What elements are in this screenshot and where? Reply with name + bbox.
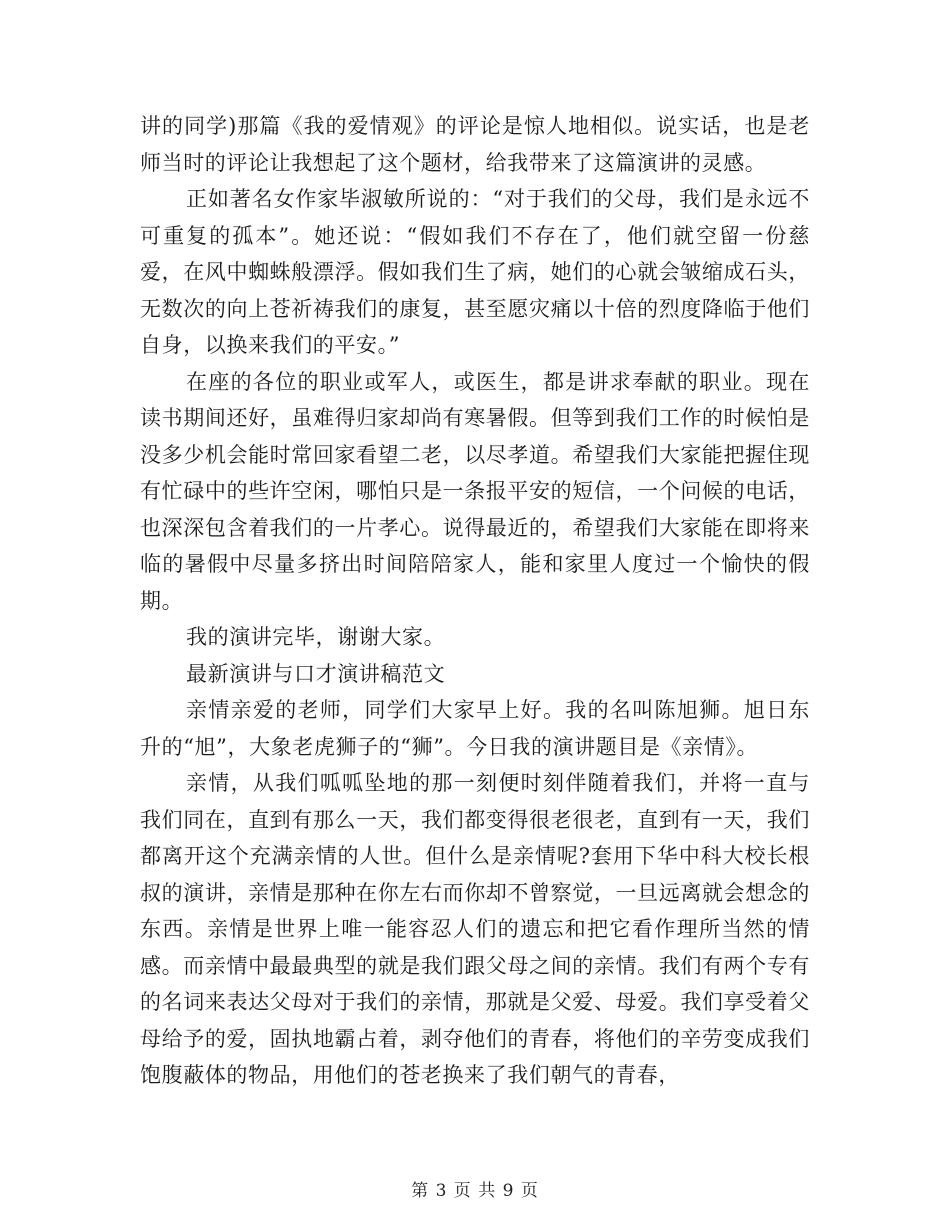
paragraph-3: 在座的各位的职业或军人，或医生，都是讲求奉献的职业。现在读书期间还好，虽难得归家却尚有寒暑假。但等到我们工作的时候怕是没多少机会能时常回家看望二老，以尽孝道。希望我们大家能把握住现有忙碌中的些许空闲，哪怕只是一条报平安的短信，一个问候的电话，也深深包含着我们的一片孝心。说得最近的，希望我们大家能在即将来临的暑假中尽量多挤出时间陪陪家人，能和家里人度过一个愉快的假期。 — [140, 369, 810, 613]
paragraph-2: 正如著名女作家毕淑敏所说的：“对于我们的父母，我们是永远不可重复的孤本”。她还说：“假如我们不存在了，他们就空留一份慈爱，在风中蜘蛛般漂浮。假如我们生了病，她们的心就会皱缩成石头，无数次的向上苍祈祷我们的康复，甚至愿灾痛以十倍的烈度降临于他们自身，以换来我们的平安。” — [140, 187, 810, 357]
paragraph-4: 我的演讲完毕，谢谢大家。 — [186, 625, 446, 649]
paragraph-7: 亲情，从我们呱呱坠地的那一刻便时刻伴随着我们，并将一直与我们同在，直到有那么一天，我们都变得很老很老，直到有一天，我们都离开这个充满亲情的人世。但什么是亲情呢?套用下华中科大校长根叔的演讲，亲情是那种在你左右而你却不曾察觉，一旦远离就会想念的东西。亲情是世界上唯一能容忍人们的遗忘和把它看作理所当然的情感。而亲情中最最典型的就是我们跟父母之间的亲情。我们有两个专有的名词来表达父母对于我们的亲情，那就是父爱、母爱。我们享受着父母给予的爱，固执地霸占着，剥夺他们的青春，将他们的辛劳变成我们饱腹蔽体的物品，用他们的苍老换来了我们朝气的青春， — [140, 771, 810, 1087]
section-title: 最新演讲与口才演讲稿范文 — [186, 661, 446, 686]
paragraph-1: 讲的同学)那篇《我的爱情观》的评论是惊人地相似。说实话，也是老师当时的评论让我想起了这个题材，给我带来了这篇演讲的灵感。 — [140, 114, 810, 175]
document-body — [140, 108, 810, 1094]
paragraph-6: 亲情亲爱的老师，同学们大家早上好。我的名叫陈旭狮。旭日东升的“旭”，大象老虎狮子的“狮”。今日我的演讲题目是《亲情》。 — [140, 698, 810, 759]
page-number-footer: 第 3 页 共 9 页 — [411, 1181, 539, 1201]
